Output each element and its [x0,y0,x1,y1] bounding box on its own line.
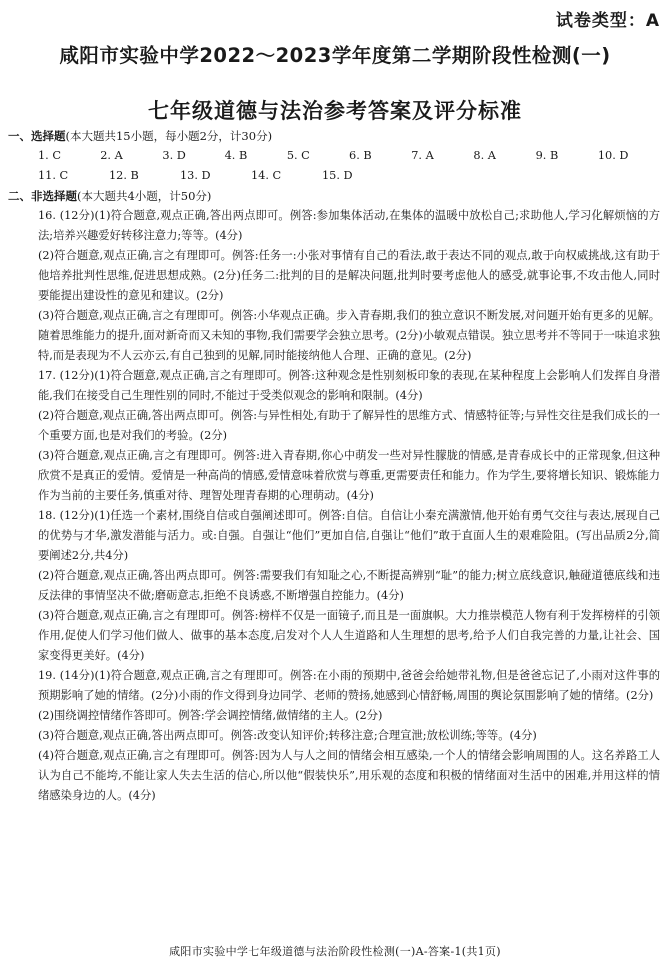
q18-part-3: (3)符合题意,观点正确,言之有理即可。例答:榜样不仅是一面镜子,而且是一面旗帜。大力推崇模范人物有利于发挥榜样的引领作用,促使人们学习他们做人、做事的基本态度,启发对个人人生道路和人生理想的思考,给予人们自我完善的力量,让社会、国家变得更美好。(4分) [38,609,660,662]
choice-answers-row-2 [8,166,660,186]
question-16 [8,206,660,366]
answer-key-title: 七年级道德与法治参考答案及评分标准 [148,99,522,123]
choice-answer: 15. D [322,169,353,182]
section1-note: (本大题共15小题，每小题2分，计30分) [65,129,273,143]
choice-answer: 7. A [411,149,434,162]
q16-part-2: (2)符合题意,观点正确,言之有理即可。例答:任务一:小张对事情有自己的看法,敢于表达不同的观点,敢于向权威挑战,这有助于他培养批判性思维,促进思想成熟。(2分)任务二:批判的目的是解决问题,批判时要考虑他人的感受,就事论事,不攻击他人,同时要能提出建设性的意见和建议。(2分) [38,249,660,302]
question-17 [8,366,660,506]
q18-part-1: 18. (12分)(1)任选一个素材,围绕自信或自强阐述即可。例答:自信。自信让小秦充满激情,他开始有勇气交往与表达,展现自己的优势与才华,激发潜能与活力。或:自强。自强让“他们”更加自信,自强让“他们”敢于直面人生的艰难险阻。(写出品质2分,简要阐述2分,共4分) [38,509,660,562]
q19-part-1: 19. (14分)(1)符合题意,观点正确,言之有理即可。例答:在小雨的预期中,爸爸会给她带礼物,但是爸爸忘记了,小雨对这件事的预期影响了她的情绪。(2分)小雨的作文得到身边同学、老师的赞扬,她感到心情舒畅,周围的舆论氛围影响了她的情绪。(2分) [38,669,660,702]
section1-heading: 一、选择题 [8,129,66,143]
choice-answer: 10. D [597,149,629,162]
choice-answer: 3. D [162,149,186,162]
section-heading-choice [8,126,660,146]
answer-content [8,126,660,806]
q16-part-3: (3)符合题意,观点正确,言之有理即可。例答:小华观点正确。步入青春期,我们的独立意识不断发展,对问题开始有更多的见解。随着思维能力的提升,面对新奇而又未知的事物,我们需要学会独立思考。(2分)小敏观点错误。独立思考并不等同于一味追求独特,而是表现为不人云亦云,有自己独到的见解,同时能接纳他人合理、正确的意见。(2分) [38,309,660,362]
section-heading-nonchoice [8,186,660,206]
choice-answers-row-1 [8,146,660,166]
choice-answer: 6. B [349,149,372,162]
choice-answer: 12. B [109,169,139,182]
paper-type-label: 试卷类型：A [555,11,660,31]
question-18 [8,506,660,666]
choice-answer: 8. A [473,149,496,162]
q19-part-4: (4)符合题意,观点正确,言之有理即可。例答:因为人与人之间的情绪会相互感染,一个人的情绪会影响周围的人。这名养路工人认为自己不能垮,不能让家人失去生活的信心,所以他“假装快乐”,用乐观的态度和积极的情绪面对生活中的困难,并用这样的情绪感染身边的人。(4分) [38,749,660,802]
section2-note: (本大题共4小题，计50分) [77,189,212,203]
q17-part-3: (3)符合题意,观点正确,言之有理即可。例答:进入青春期,你心中萌发一些对异性朦胧的情感,是青春成长中的正常现象,但这种欣赏不是真正的爱情。爱情是一种高尚的情感,爱情意味着欣赏与尊重,更需要责任和能力。作为学生,要将增长知识、锻炼能力作为当前的主要任务,慎重对待、理智处理青春期的心理萌动。(4分) [38,449,660,502]
choice-answer: 14. C [251,169,282,182]
q19-part-2: (2)围绕调控情绪作答即可。例答:学会调控情绪,做情绪的主人。(2分) [38,709,383,722]
q19-part-3: (3)符合题意,观点正确,答出两点即可。例答:改变认知评价;转移注意;合理宣泄;放松训练;等等。(4分) [38,729,537,742]
choice-answer: 2. A [100,149,123,162]
choice-answer: 4. B [224,149,248,162]
section2-heading: 二、非选择题 [8,189,77,203]
choice-answer: 1. C [38,149,62,162]
q17-part-2: (2)符合题意,观点正确,答出两点即可。例答:与异性相处,有助于了解异性的思维方式、情感特征等;与异性交往是我们成长的一个重要方面,也是对我们的考验。(2分) [38,409,660,442]
exam-title: 咸阳市实验中学2022～2023学年度第二学期阶段性检测(一) [59,44,611,67]
q17-part-1: 17. (12分)(1)符合题意,观点正确,言之有理即可。例答:这种观念是性别刻板印象的表现,在某种程度上会影响人们发挥自身潜能,我们在接受自己生理性别的同时,不能过于受类似观念的影响和限制。(4分) [38,369,660,402]
q18-part-2: (2)符合题意,观点正确,答出两点即可。例答:需要我们有知耻之心,不断提高辨别“耻”的能力;树立底线意识,触碰道德底线和违反法律的事情坚决不做;磨砺意志,拒绝不良诱惑,不断增强自控能力。(4分) [38,569,660,602]
question-19 [8,666,660,806]
choice-answer: 11. C [38,169,69,182]
q16-part-1: 16. (12分)(1)符合题意,观点正确,答出两点即可。例答:参加集体活动,在集体的温暖中放松自己;求助他人,学习化解烦恼的方法;培养兴趣爱好转移注意力;等等。(4分) [38,209,660,242]
page-footer: 咸阳市实验中学七年级道德与法治阶段性检测(一)A-答案-1(共1页) [169,945,501,958]
choice-answer: 13. D [180,169,211,182]
choice-answer: 5. C [286,149,310,162]
choice-answer: 9. B [535,149,559,162]
